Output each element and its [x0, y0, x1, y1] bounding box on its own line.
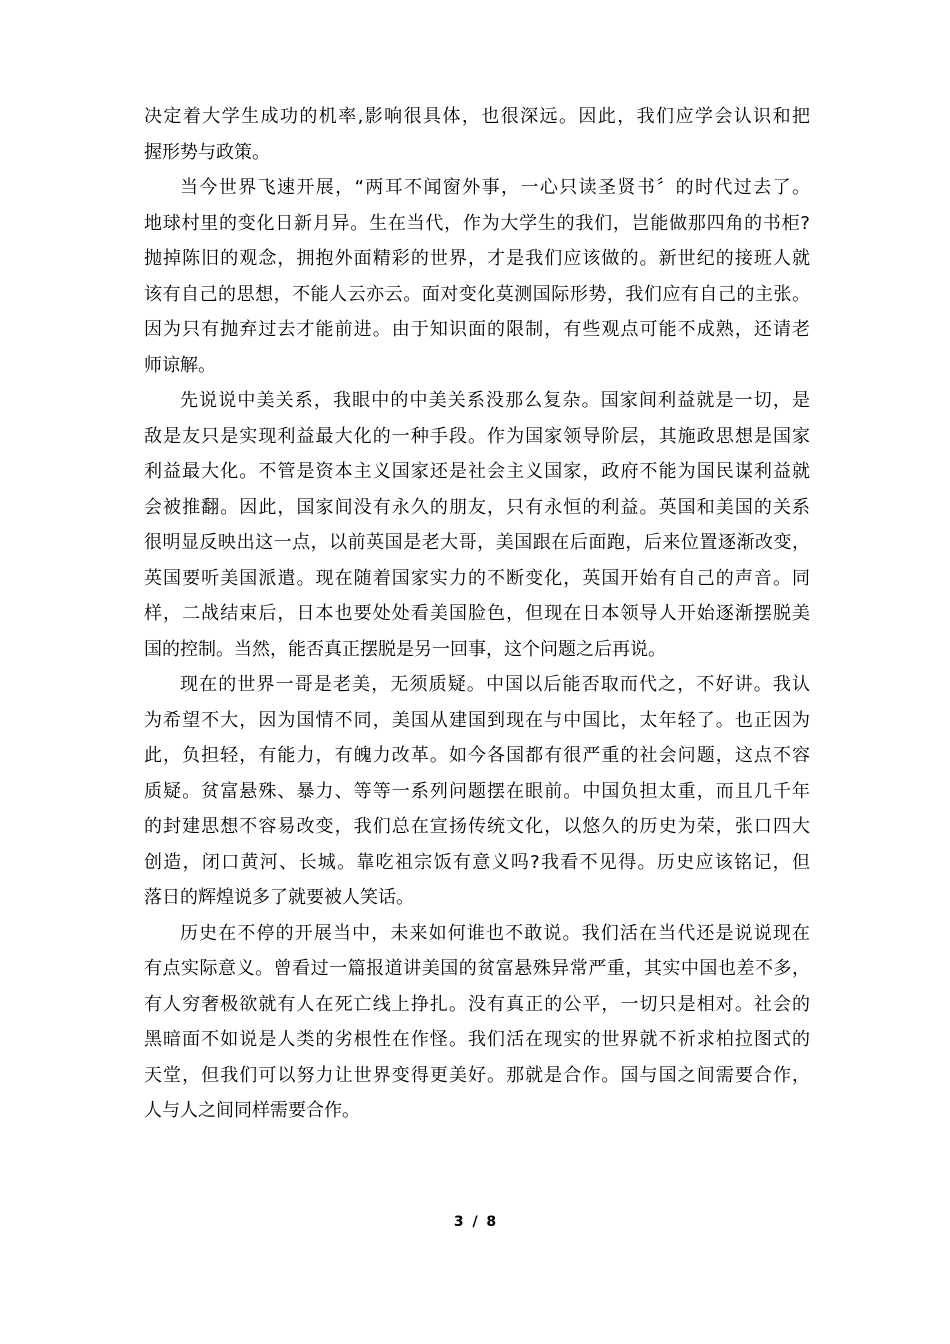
text-line: 当今世界飞速开展，“两耳不闻窗外事，一心只读圣贤书〞的时代过去了。	[180, 177, 810, 198]
text-line: 此，负担轻，有能力，有魄力改革。如今各国都有很严重的社会问题，这点不容	[144, 745, 810, 766]
text-line: 质疑。贫富悬殊、暴力、等等一系列问题摆在眼前。中国负担太重，而且几千年	[144, 780, 810, 802]
text-line: 历史在不停的开展当中，未来如何谁也不敢说。我们活在当代还是说说现在	[180, 922, 810, 944]
text-line: 天堂，但我们可以努力让世界变得更美好。那就是合作。国与国之间需要合作，	[144, 1064, 810, 1086]
text-line: 决定着大学生成功的机率,影响很具体，也很深远。因此，我们应学会认识和把	[144, 106, 810, 127]
text-line: 的封建思想不容易改变，我们总在宣扬传统文化，以悠久的历史为荣，张口四大	[144, 816, 810, 837]
text-line: 有人穷奢极欲就有人在死亡线上挣扎。没有真正的公平，一切只是相对。社会的	[144, 993, 810, 1015]
paragraph	[144, 99, 810, 170]
text-line: 地球村里的变化日新月异。生在当代，作为大学生的我们，岂能做那四角的书柜?	[144, 212, 810, 234]
text-line: 黑暗面不如说是人类的劣根性在作怪。我们活在现实的世界就不祈求柏拉图式的	[144, 1029, 810, 1050]
text-line: 现在的世界一哥是老美，无须质疑。中国以后能否取而代之，不好讲。我认	[180, 674, 810, 695]
text-line: 很明显反映出这一点，以前英国是老大哥，美国跟在后面跑，后来位置逐渐改变，	[144, 532, 810, 553]
document-body	[144, 99, 810, 1129]
text-line: 为希望不大，因为国情不同，美国从建国到现在与中国比，太年轻了。也正因为	[144, 709, 810, 731]
text-line: 该有自己的思想，不能人云亦云。面对变化莫测国际形势，我们应有自己的主张。	[144, 283, 810, 305]
text-line: 样，二战结束后，日本也要处处看美国脸色，但现在日本领导人开始逐渐摆脱美	[144, 603, 810, 624]
text-line: 会被推翻。因此，国家间没有永久的朋友，只有永恒的利益。英国和美国的关系	[144, 496, 810, 518]
text-line: 创造，闭口黄河、长城。靠吃祖宗饭有意义吗?我看不见得。历史应该铭记，但	[144, 851, 810, 873]
text-line: 抛掉陈旧的观念，拥抱外面精彩的世界，才是我们应该做的。新世纪的接班人就	[144, 248, 810, 269]
text-line: 敌是友只是实现利益最大化的一种手段。作为国家领导阶层，其施政思想是国家	[144, 425, 810, 447]
text-line: 师谅解。	[144, 354, 216, 376]
text-line: 利益最大化。不管是资本主义国家还是社会主义国家，政府不能为国民谋利益就	[144, 461, 810, 482]
text-line: 有点实际意义。曾看过一篇报道讲美国的贫富悬殊异常严重，其实中国也差不多，	[144, 958, 810, 979]
text-line: 先说说中美关系，我眼中的中美关系没那么复杂。国家间利益就是一切，是	[180, 390, 810, 411]
text-line: 因为只有抛弃过去才能前进。由于知识面的限制，有些观点可能不成熟，还请老	[144, 319, 810, 340]
paragraph	[144, 170, 810, 383]
text-line: 英国要听美国派遣。现在随着国家实力的不断变化，英国开始有自己的声音。同	[144, 567, 810, 589]
text-line: 落日的辉煌说多了就要被人笑话。	[144, 887, 414, 908]
paragraph	[144, 383, 810, 667]
paragraph	[144, 667, 810, 916]
paragraph	[144, 916, 810, 1129]
page-number: 3 / 8	[453, 1214, 497, 1230]
text-line: 人与人之间同样需要合作。	[144, 1100, 360, 1121]
text-line: 国的控制。当然，能否真正摆脱是另一回事，这个问题之后再说。	[144, 638, 666, 660]
text-line: 握形势与政策。	[144, 141, 270, 163]
